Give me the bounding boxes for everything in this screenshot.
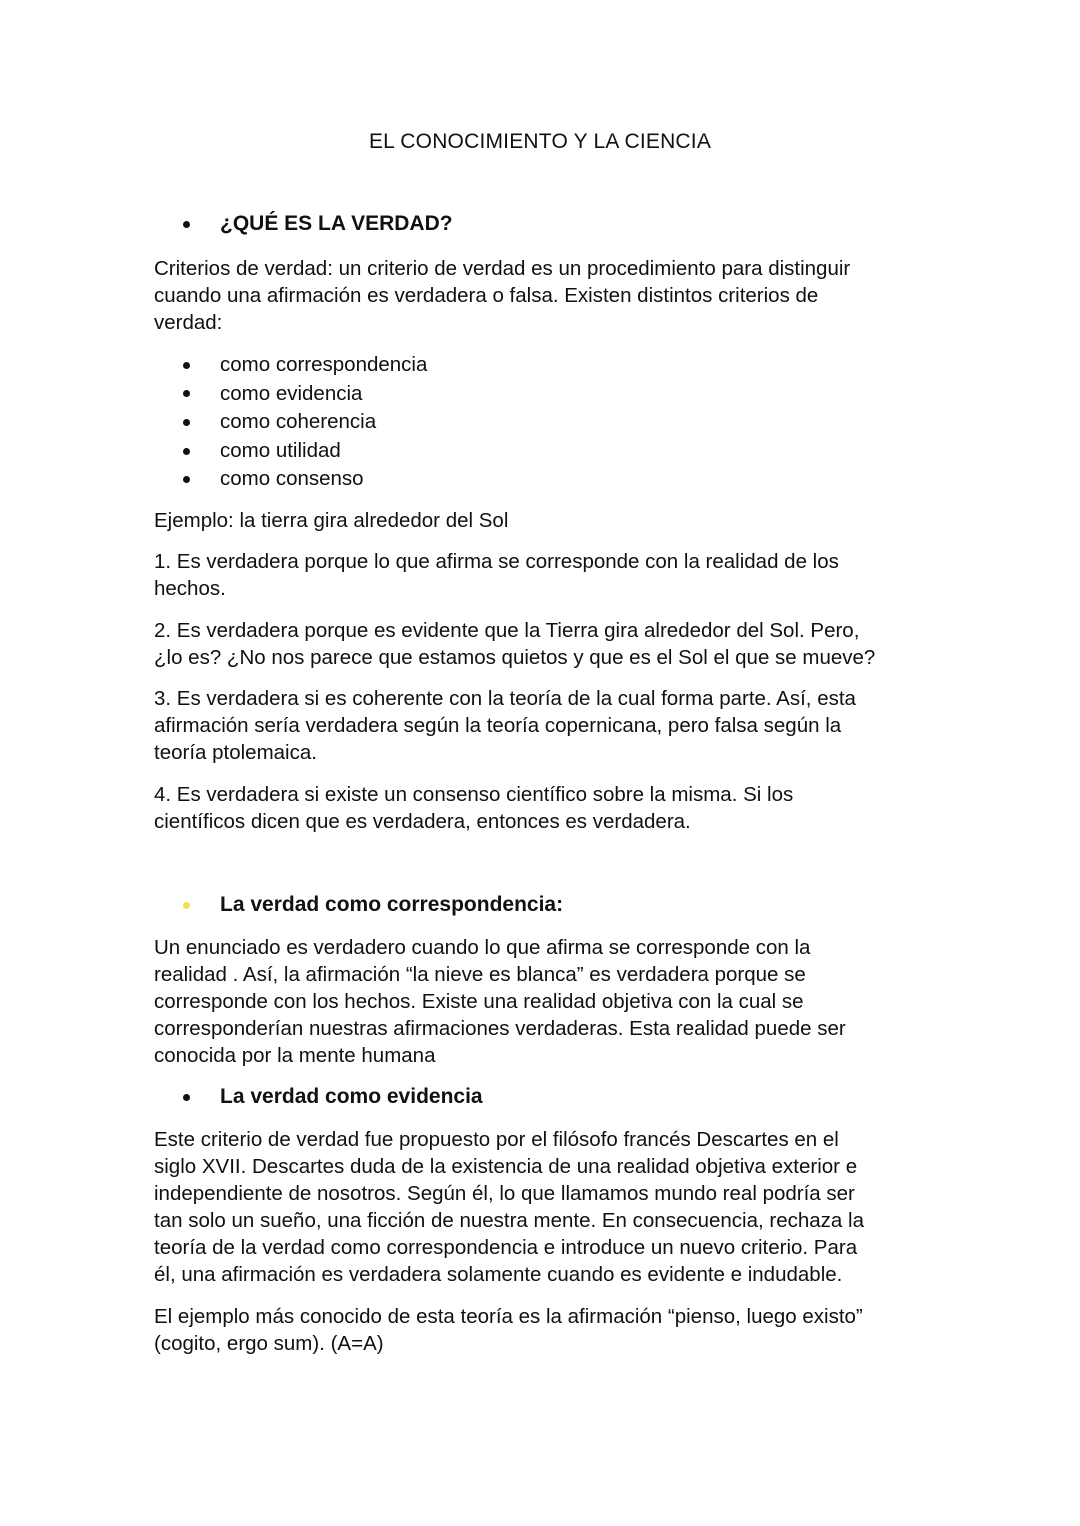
paragraph-line: científicos dicen que es verdadera, entonces es verdadera. xyxy=(154,810,691,833)
correspondencia-paragraph xyxy=(154,934,944,1069)
section-heading-correspondencia xyxy=(183,893,563,917)
criteria-list xyxy=(183,351,427,494)
list-item xyxy=(183,351,427,380)
bullet-icon xyxy=(183,390,190,397)
list-item-text: como utilidad xyxy=(220,438,341,462)
bullet-icon xyxy=(183,902,190,909)
paragraph-line: tan solo un sueño, una ficción de nuestra mente. En consecuencia, rechaza la xyxy=(154,1209,864,1232)
paragraph-line: 3. Es verdadera si es coherente con la teoría de la cual forma parte. Así, esta xyxy=(154,687,856,710)
paragraph-line: 1. Es verdadera porque lo que afirma se corresponde con la realidad de los xyxy=(154,550,839,573)
paragraph-line: Un enunciado es verdadero cuando lo que afirma se corresponde con la xyxy=(154,936,811,959)
evidencia-paragraph xyxy=(154,1126,944,1288)
paragraph-line: 4. Es verdadera si existe un consenso científico sobre la misma. Si los xyxy=(154,783,794,806)
paragraph-line: siglo XVII. Descartes duda de la existencia de una realidad objetiva exterior e xyxy=(154,1155,858,1178)
list-item-text: como correspondencia xyxy=(220,353,428,376)
point-3-paragraph xyxy=(154,685,944,766)
paragraph-line: independiente de nosotros. Según él, lo que llamamos mundo real podría ser xyxy=(154,1182,855,1205)
bullet-icon xyxy=(183,476,190,483)
point-1-paragraph xyxy=(154,548,944,602)
list-item xyxy=(183,437,427,466)
list-item xyxy=(183,380,427,409)
paragraph-line: afirmación sería verdadera según la teoría copernicana, pero falsa según la xyxy=(154,714,842,737)
bullet-icon xyxy=(183,362,190,369)
paragraph-line: (cogito, ergo sum). (A=A) xyxy=(154,1332,384,1355)
cogito-example-paragraph xyxy=(154,1303,944,1357)
paragraph-line: teoría ptolemaica. xyxy=(154,741,317,764)
paragraph-line: conocida por la mente humana xyxy=(154,1044,436,1067)
paragraph-line: hechos. xyxy=(154,577,226,600)
paragraph-line: Ejemplo: la tierra gira alrededor del Sol xyxy=(154,509,509,532)
section-heading-que-es-la-verdad xyxy=(183,212,453,236)
paragraph-line: él, una afirmación es verdadera solamente cuando es evidente e indudable. xyxy=(154,1263,843,1286)
intro-paragraph xyxy=(154,255,944,336)
bullet-icon xyxy=(183,448,190,455)
paragraph-line: corresponderían nuestras afirmaciones verdaderas. Esta realidad puede ser xyxy=(154,1017,846,1040)
bullet-icon xyxy=(183,221,190,228)
section-heading-evidencia xyxy=(183,1085,483,1109)
section-heading-text: La verdad como correspondencia: xyxy=(220,893,564,916)
document-title: EL CONOCIMIENTO Y LA CIENCIA xyxy=(368,130,712,153)
paragraph-line: Criterios de verdad: un criterio de verdad es un procedimiento para distinguir xyxy=(154,257,851,280)
example-paragraph xyxy=(154,507,944,534)
paragraph-line: realidad . Así, la afirmación “la nieve es blanca” es verdadera porque se xyxy=(154,963,806,986)
paragraph-line: El ejemplo más conocido de esta teoría es la afirmación “pienso, luego existo” xyxy=(154,1305,863,1328)
point-4-paragraph xyxy=(154,781,944,835)
paragraph-line: verdad: xyxy=(154,311,223,334)
bullet-icon xyxy=(183,1094,190,1101)
paragraph-line: 2. Es verdadera porque es evidente que la Tierra gira alrededor del Sol. Pero, xyxy=(154,619,860,642)
paragraph-line: corresponde con los hechos. Existe una realidad objetiva con la cual se xyxy=(154,990,804,1013)
bullet-icon xyxy=(183,419,190,426)
list-item xyxy=(183,465,427,494)
paragraph-line: teoría de la verdad como correspondencia e introduce un nuevo criterio. Para xyxy=(154,1236,858,1259)
paragraph-line: Este criterio de verdad fue propuesto por el filósofo francés Descartes en el xyxy=(154,1128,839,1151)
section-heading-text: La verdad como evidencia xyxy=(220,1085,483,1108)
paragraph-line: ¿lo es? ¿No nos parece que estamos quietos y que es el Sol el que se mueve? xyxy=(154,646,876,669)
paragraph-line: cuando una afirmación es verdadera o falsa. Existen distintos criterios de xyxy=(154,284,819,307)
list-item-text: como evidencia xyxy=(220,381,363,405)
list-item xyxy=(183,408,427,437)
list-item-text: como coherencia xyxy=(220,410,377,434)
list-item-text: como consenso xyxy=(220,467,364,491)
section-heading-text: ¿QUÉ ES LA VERDAD? xyxy=(220,212,453,235)
point-2-paragraph xyxy=(154,617,944,671)
